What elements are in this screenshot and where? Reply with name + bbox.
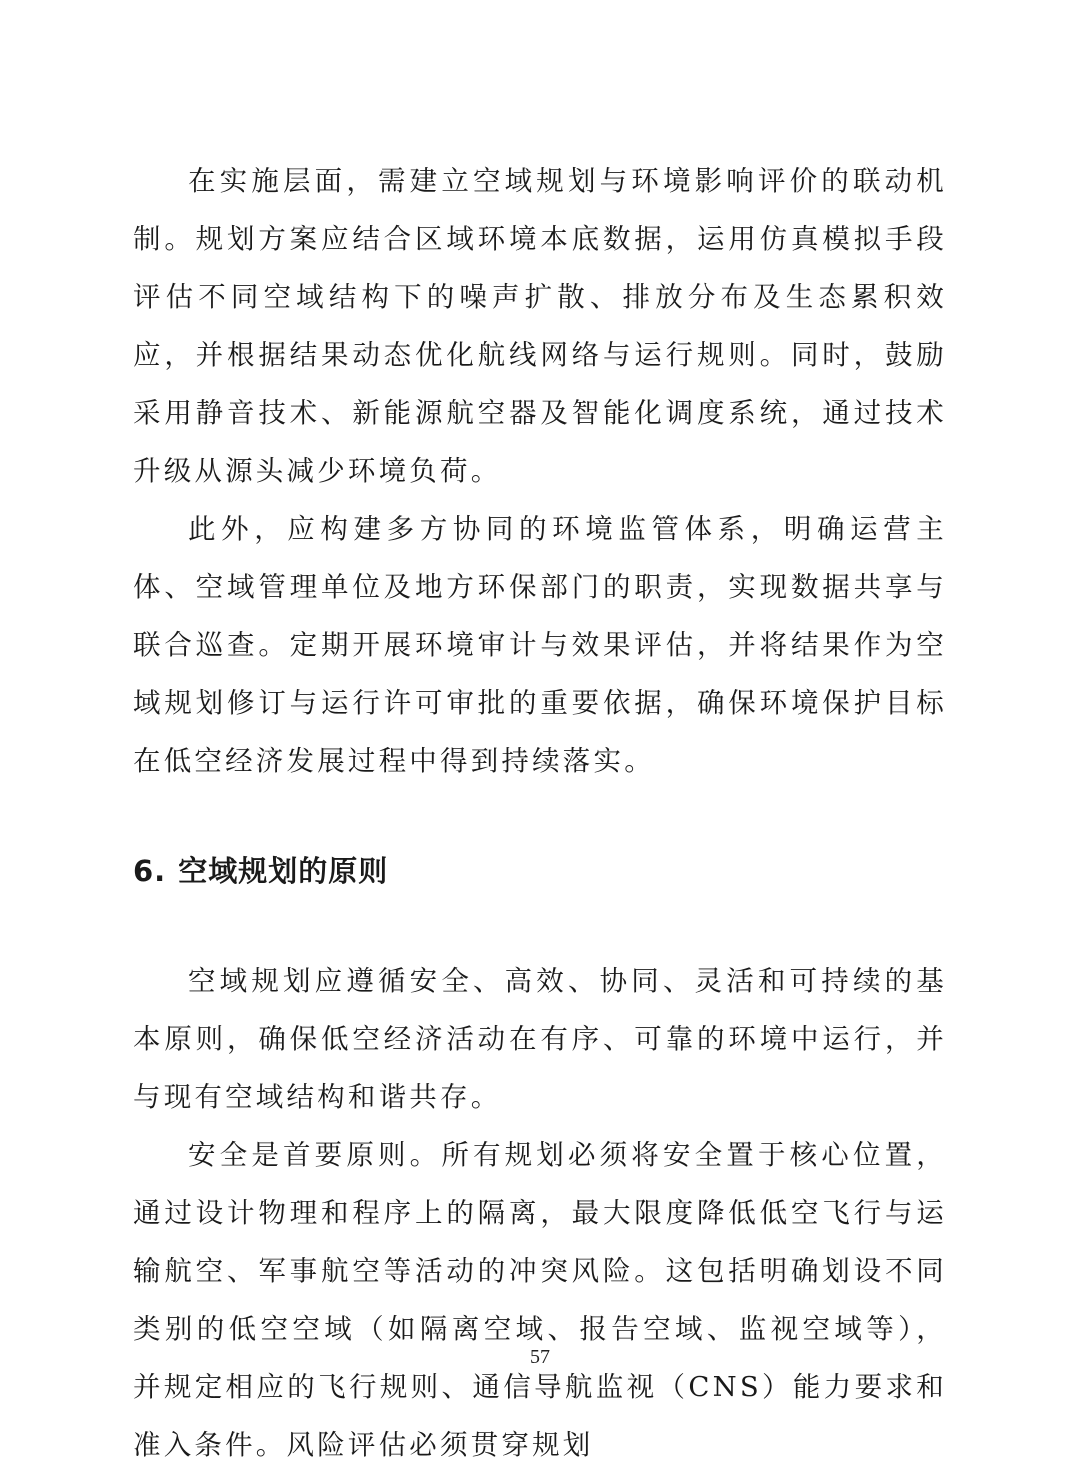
page-number: 57	[530, 1346, 550, 1368]
section-number: 6.	[133, 854, 167, 888]
paragraph-principles: 空域规划应遵循安全、高效、协同、灵活和可持续的基本原则，确保低空经济活动在有序、可靠的环境中运行，并与现有空域结构和谐共存。	[133, 965, 947, 1113]
paragraph-implementation: 在实施层面，需建立空域规划与环境影响评价的联动机制。规划方案应结合区域环境本底数据，运用仿真模拟手段评估不同空域结构下的噪声扩散、排放分布及生态累积效应，并根据结果动态优化航线网络与运行规则。同时，鼓励采用静音技术、新能源航空器及智能化调度系统，通过技术升级从源头减少环境负荷。	[133, 165, 947, 487]
paragraph-safety: 安全是首要原则。所有规划必须将安全置于核心位置，通过设计物理和程序上的隔离，最大限度降低低空飞行与运输航空、军事航空等活动的冲突风险。这包括明确划设不同类别的低空空域（如隔离空域、报告空域、监视空域等），并规定相应的飞行规则、通信导航监视（CNS）能力要求和准入条件。风险评估必须贯穿规划	[133, 1139, 947, 1461]
paragraph-supervision: 此外，应构建多方协同的环境监管体系，明确运营主体、空域管理单位及地方环保部门的职责，实现数据共享与联合巡查。定期开展环境审计与效果评估，并将结果作为空域规划修订与运行许可审批的重要依据，确保环境保护目标在低空经济发展过程中得到持续落实。	[133, 513, 947, 777]
page-content	[133, 152, 947, 1474]
section-heading	[133, 842, 947, 900]
section-title: 空域规划的原则	[178, 854, 389, 888]
